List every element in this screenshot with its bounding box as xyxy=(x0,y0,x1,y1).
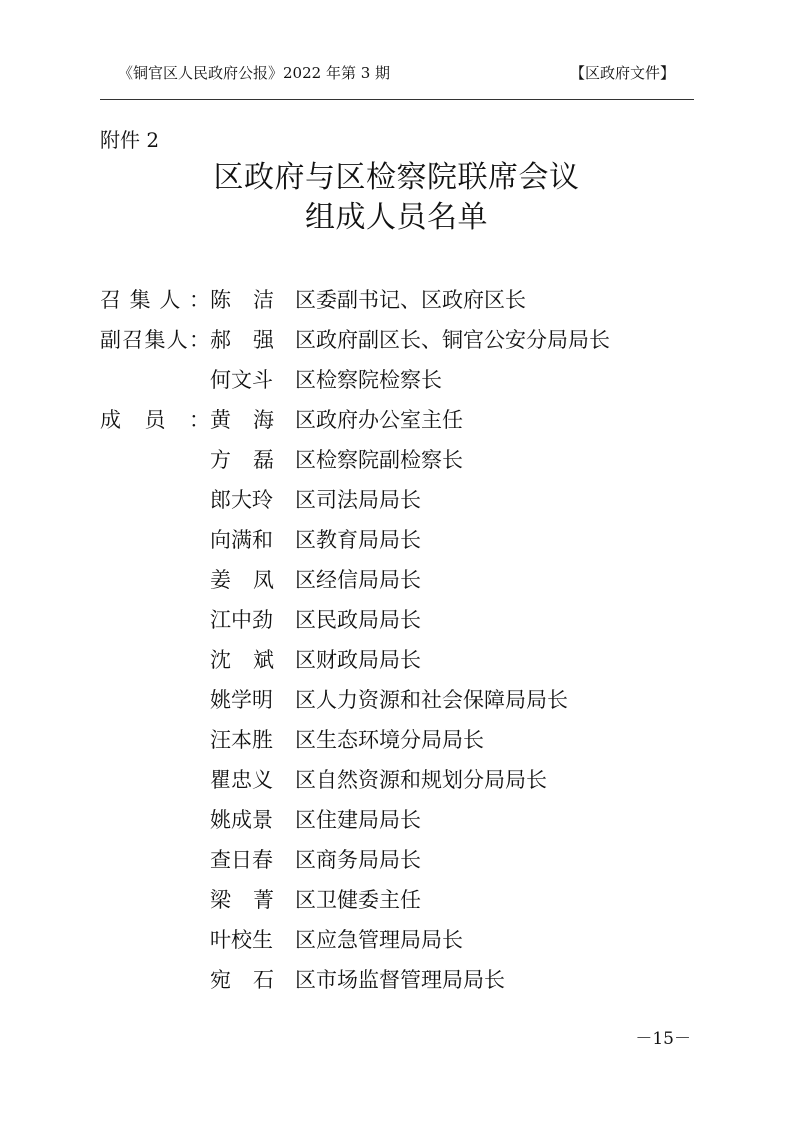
member-position: 区商务局局长 xyxy=(295,848,421,872)
member-position: 区自然资源和规划分局局长 xyxy=(295,768,547,792)
member-row xyxy=(100,440,700,480)
member-row xyxy=(100,560,700,600)
member-name: 姜 凤 xyxy=(210,568,274,592)
attachment-label: 附件 2 xyxy=(100,128,160,152)
member-name: 黄 海 xyxy=(210,408,274,432)
member-row xyxy=(100,800,700,840)
member-position: 区民政局局长 xyxy=(295,608,421,632)
member-row xyxy=(100,320,700,360)
page-number: －15－ xyxy=(635,1029,691,1049)
member-position: 区政府办公室主任 xyxy=(295,408,463,432)
document-title-line-2: 组成人员名单 xyxy=(305,200,488,235)
member-name: 瞿 忠 义 xyxy=(210,768,273,792)
member-position: 区经信局局长 xyxy=(295,568,421,592)
member-name: 姚 成 景 xyxy=(210,808,273,832)
member-row xyxy=(100,880,700,920)
member-row xyxy=(100,600,700,640)
member-row xyxy=(100,720,700,760)
member-row xyxy=(100,960,700,1000)
header-divider xyxy=(100,99,694,100)
member-position: 区应急管理局局长 xyxy=(295,928,463,952)
member-position: 区生态环境分局局长 xyxy=(295,728,484,752)
member-position: 区教育局局长 xyxy=(295,528,421,552)
member-position: 区卫健委主任 xyxy=(295,888,421,912)
member-name: 郎 大 玲 xyxy=(210,488,273,512)
member-position: 区检察院检察长 xyxy=(295,368,442,392)
member-position: 区检察院副检察长 xyxy=(295,448,463,472)
member-role: 召 集 人 ： xyxy=(100,288,210,312)
member-row xyxy=(100,280,700,320)
member-position: 区政府副区长、铜官公安分局局长 xyxy=(295,328,610,352)
document-category: 【区政府文件】 xyxy=(569,64,675,82)
member-row xyxy=(100,480,700,520)
member-row xyxy=(100,400,700,440)
member-row xyxy=(100,640,700,680)
document-title-line-1: 区政府与区检察院联席会议 xyxy=(213,160,580,195)
member-name: 何 文 斗 xyxy=(210,368,273,392)
member-name: 汪 本 胜 xyxy=(210,728,273,752)
member-row xyxy=(100,520,700,560)
member-position: 区市场监督管理局局长 xyxy=(295,968,505,992)
member-row xyxy=(100,360,700,400)
member-name: 姚 学 明 xyxy=(210,688,273,712)
member-position: 区人力资源和社会保障局局长 xyxy=(295,688,568,712)
member-position: 区住建局局长 xyxy=(295,808,421,832)
member-name: 沈 斌 xyxy=(210,648,274,672)
member-name: 江 中 劲 xyxy=(210,608,273,632)
member-name: 向 满 和 xyxy=(210,528,273,552)
member-row xyxy=(100,840,700,880)
member-position: 区司法局局长 xyxy=(295,488,421,512)
member-name: 宛 石 xyxy=(210,968,274,992)
member-name: 查 日 春 xyxy=(210,848,273,872)
member-roster xyxy=(100,280,700,1000)
member-name: 梁 菁 xyxy=(210,888,274,912)
member-name: 陈 洁 xyxy=(210,288,274,312)
member-row xyxy=(100,680,700,720)
member-role: 成 员 ： xyxy=(100,408,210,432)
member-position: 区财政局局长 xyxy=(295,648,421,672)
member-position: 区委副书记、区政府区长 xyxy=(295,288,526,312)
member-row xyxy=(100,920,700,960)
member-name: 叶 校 生 xyxy=(210,928,273,952)
member-name: 方 磊 xyxy=(210,448,274,472)
member-row xyxy=(100,760,700,800)
member-role: 副 召 集 人 ： xyxy=(100,328,210,352)
member-name: 郝 强 xyxy=(210,328,274,352)
publication-header: 《铜官区人民政府公报》2022 年第 3 期 xyxy=(118,64,391,82)
